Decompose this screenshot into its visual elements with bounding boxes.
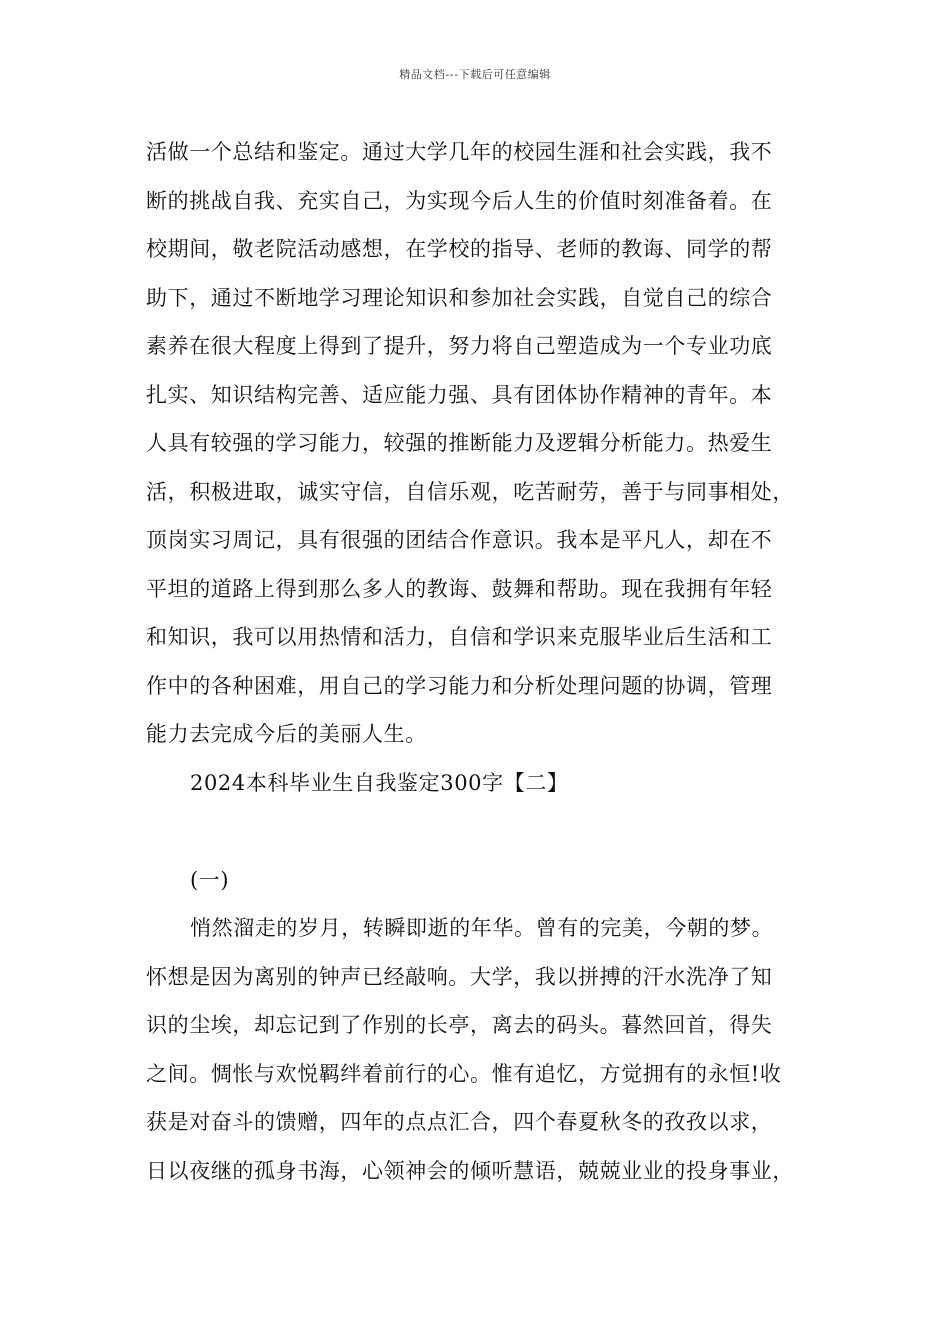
body-line: 获是对奋斗的馈赠，四年的点点汇合，四个春夏秋冬的孜孜以求， [146,1110,773,1134]
body-line: 和知识，我可以用热情和活力，自信和学识来克服毕业后生活和工 [146,625,773,649]
section-title: 2024本科毕业生自我鉴定300字【二】 [190,770,569,795]
body-line: 悄然溜走的岁月，转瞬即逝的年华。曾有的完美，今朝的梦。 [190,916,774,940]
subsection-label: (一) [190,867,230,892]
body-line: 扎实、知识结构完善、适应能力强、具有团体协作精神的青年。本 [146,382,773,407]
body-line: 识的尘埃，却忘记到了作别的长亭，离去的码头。暮然回首，得失 [146,1013,773,1037]
body-line: 之间。惆怅与欢悦羁绊着前行的心。惟有追忆，方觉拥有的永恒!收 [146,1061,782,1086]
body-line: 校期间，敬老院活动感想，在学校的指导、老师的教诲、同学的帮 [146,237,773,261]
body-line: 人具有较强的学习能力，较强的推断能力及逻辑分析能力。热爱生 [146,431,773,455]
body-line: 活做一个总结和鉴定。通过大学几年的校园生涯和社会实践，我不 [146,140,773,164]
body-line: 作中的各种困难，用自己的学习能力和分析处理问题的协调，管理 [146,673,773,698]
page-header: 精品文档---下载后可任意编辑 [399,68,551,81]
body-line: 顶岗实习周记，具有很强的团结合作意识。我本是平凡人，却在不 [146,528,773,552]
body-line: 助下，通过不断地学习理论知识和参加社会实践，自觉自己的综合 [146,285,773,310]
body-line: 活，积极进取，诚实守信，自信乐观，吃苦耐劳，善于与同事相处， [146,479,794,504]
body-line: 素养在很大程度上得到了提升，努力将自己塑造成为一个专业功底 [146,334,773,358]
body-line: 能力去完成今后的美丽人生。 [146,722,427,746]
body-line: 断的挑战自我、充实自己，为实现今后人生的价值时刻准备着。在 [146,188,773,213]
body-line: 平坦的道路上得到那么多人的教诲、鼓舞和帮助。现在我拥有年轻 [146,576,773,601]
body-line: 日以夜继的孤身书海，心领神会的倾听慧语，兢兢业业的投身事业， [146,1158,794,1183]
body-line: 怀想是因为离别的钟声已经敲响。大学，我以拼搏的汗水洗净了知 [146,964,773,989]
blank-line [146,807,836,856]
document-body [146,128,836,1195]
